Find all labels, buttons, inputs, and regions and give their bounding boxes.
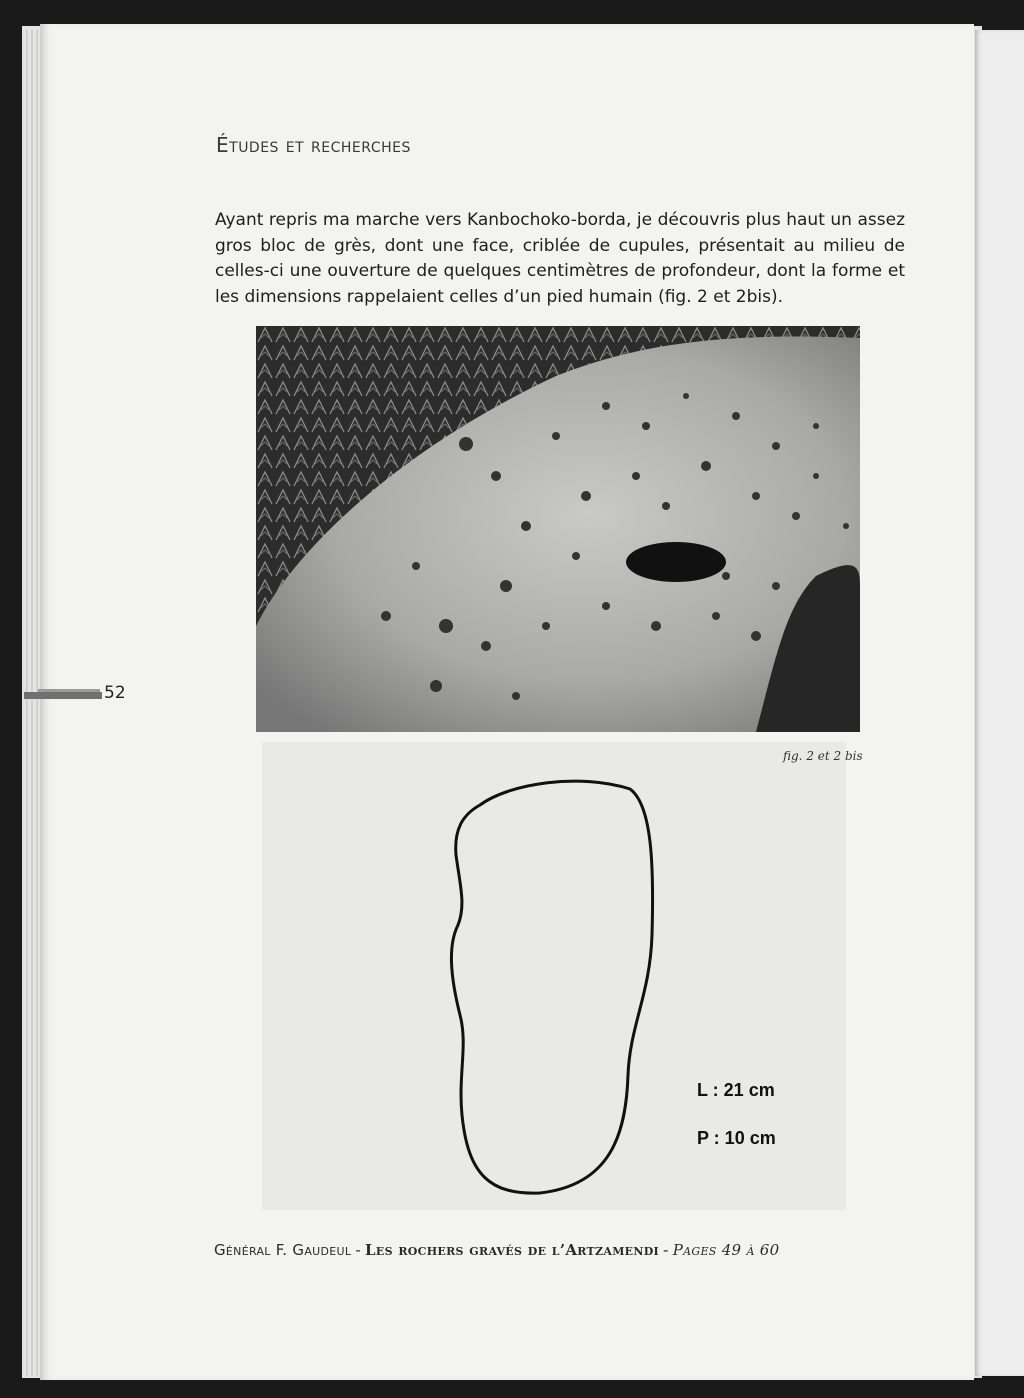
footer-author: Général F. Gaudeul: [214, 1241, 352, 1259]
footer-pages: Pages 49 à 60: [672, 1241, 780, 1259]
page-edge: [26, 30, 28, 1376]
page-edge: [31, 30, 33, 1376]
page-edge: [36, 30, 38, 1376]
footer-separator: -: [663, 1241, 669, 1259]
figure-caption: fig. 2 et 2 bis: [783, 749, 863, 763]
facing-page-edge: [975, 30, 1024, 1376]
page-marker-tab: [24, 692, 102, 699]
length-label: L : 21 cm: [697, 1080, 775, 1100]
rock-photograph: [256, 326, 860, 732]
depth-label: P : 10 cm: [697, 1128, 776, 1148]
page-number: 52: [104, 683, 126, 703]
page-footer: [214, 1241, 779, 1259]
footer-title: Les rochers gravés de l’Artzamendi: [365, 1241, 660, 1259]
footprint-outline-drawing: [440, 775, 665, 1205]
section-header: Études et recherches: [216, 133, 411, 157]
body-paragraph: Ayant repris ma marche vers Kanbochoko-borda, je découvris plus haut un assez gros bloc de grès, dont une face, criblée de cupules, présentait au milieu de celles-ci une ouverture de quelques centimètres de profondeur, dont la forme et les dimensions rappelaient celles d’un pied humain (fig. 2 et 2bis).: [215, 210, 905, 307]
footer-separator: -: [355, 1241, 362, 1259]
